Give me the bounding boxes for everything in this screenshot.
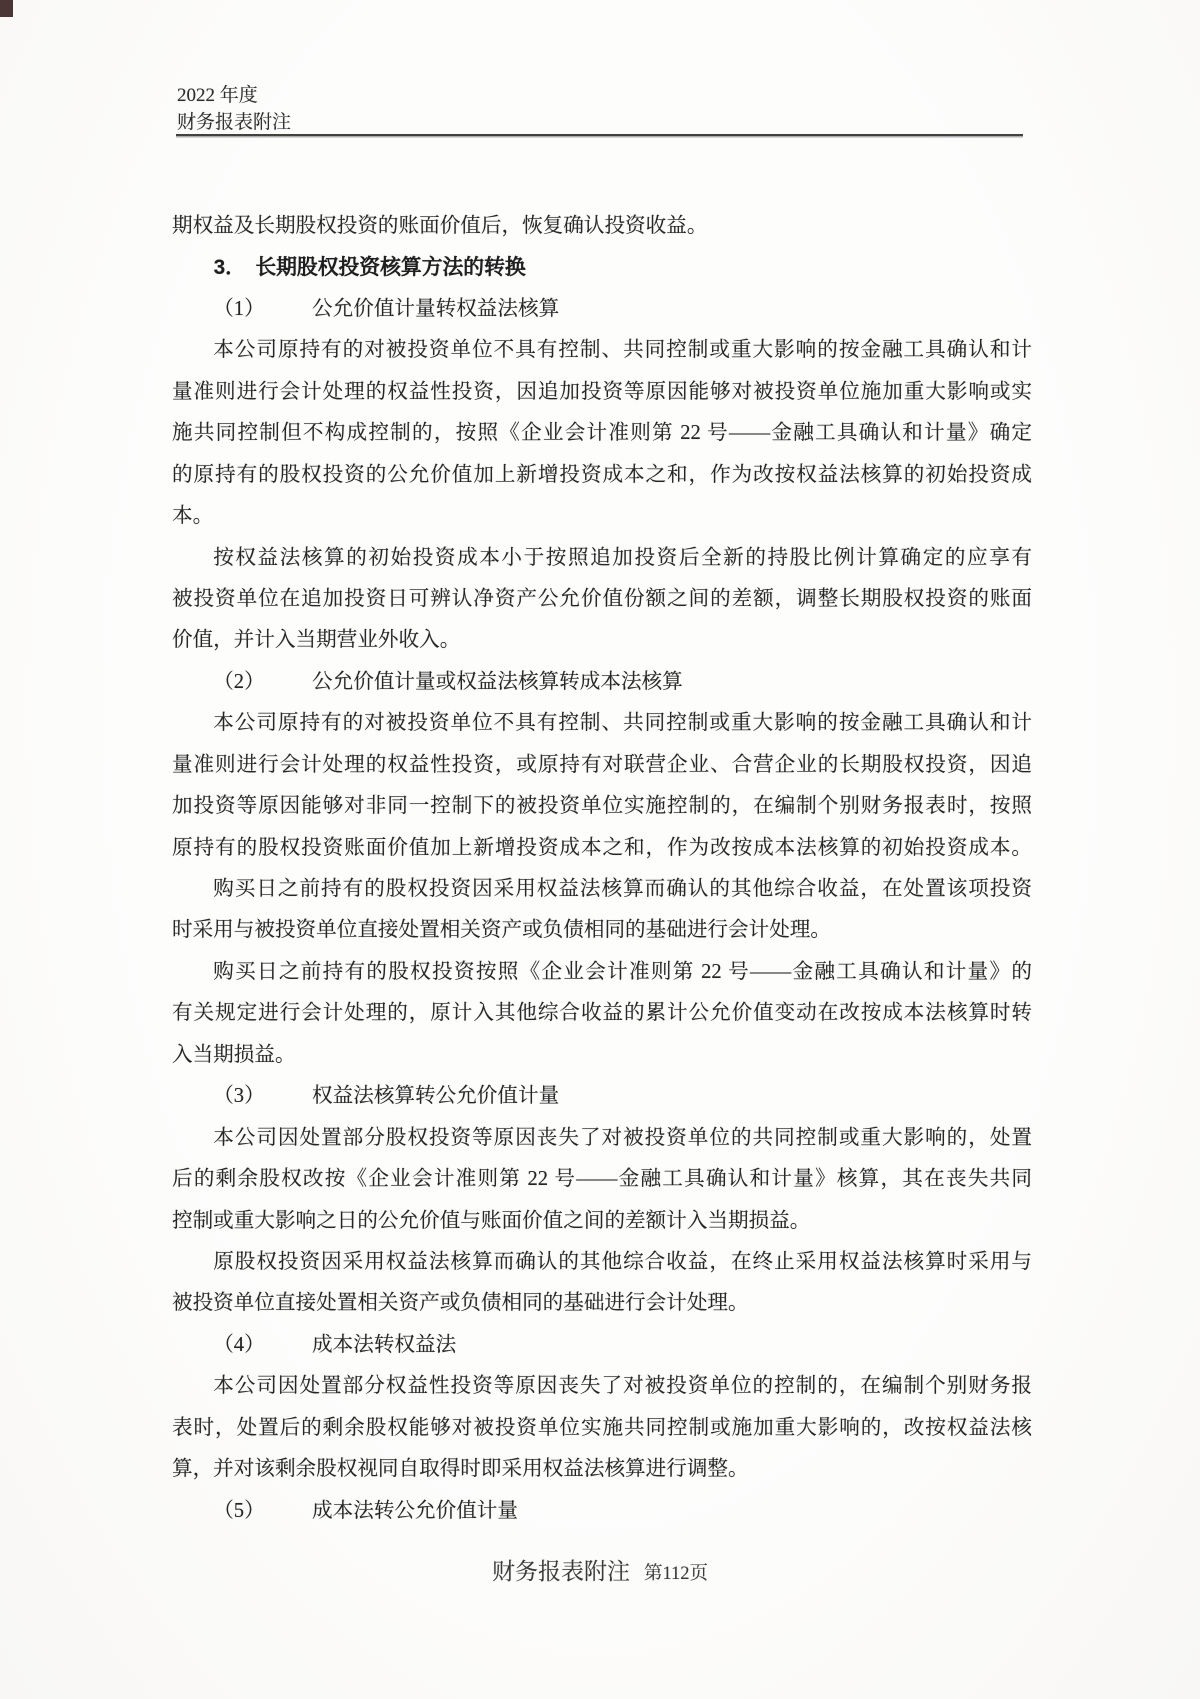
- page-footer: [0, 1552, 1200, 1595]
- text-line: 被投资单位在追加投资日可辨认净资产公允价值份额之间的差额，调整长期股权投资的账面: [172, 587, 1032, 610]
- list-item-label: （3）: [213, 1085, 265, 1108]
- list-item-label: （5）: [213, 1499, 265, 1522]
- header-doc-title: 财务报表附注: [177, 112, 292, 133]
- list-item-title: 公允价值计量转权益法核算: [312, 297, 560, 320]
- text-line: 后的剩余股权改按《企业会计准则第 22 号——金融工具确认和计量》核算，其在丧失共同: [172, 1168, 1032, 1191]
- text-line: 算，并对该剩余股权视同自取得时即采用权益法核算进行调整。: [172, 1458, 749, 1481]
- footer-page-number: 第112页: [643, 1564, 709, 1584]
- text-line: 加投资等原因能够对非同一控制下的被投资单位实施控制的，在编制个别财务报表时，按照: [172, 795, 1032, 818]
- text-line: 原持有的股权投资账面价值加上新增投资成本之和，作为改按成本法核算的初始投资成本。: [172, 836, 1032, 859]
- text-line: 本公司因处置部分股权投资等原因丧失了对被投资单位的共同控制或重大影响的，处置: [213, 1126, 1032, 1149]
- list-item: [172, 1491, 1032, 1532]
- list-item-label: （4）: [213, 1333, 265, 1356]
- header-rule: [176, 134, 1023, 136]
- page-header: [177, 82, 291, 136]
- list-item-title: 成本法转公允价值计量: [312, 1499, 518, 1522]
- text-line: 控制或重大影响之日的公允价值与账面价值之间的差额计入当期损益。: [172, 1209, 811, 1232]
- text-line: 购买日之前持有的股权投资按照《企业会计准则第 22 号——金融工具确认和计量》的: [213, 960, 1032, 983]
- text-line: 价值，并计入当期营业外收入。: [172, 629, 461, 652]
- text-line: 购买日之前持有的股权投资因采用权益法核算而确认的其他综合收益，在处置该项投资: [213, 878, 1032, 900]
- text-line: 时采用与被投资单位直接处置相关资产或负债相同的基础进行会计处理。: [172, 919, 831, 942]
- list-item-title: 成本法转权益法: [312, 1333, 457, 1356]
- section-heading: [172, 247, 1032, 288]
- text-line: 的原持有的股权投资的公允价值加上新增投资成本之和，作为改按权益法核算的初始投资成: [172, 463, 1032, 486]
- list-item-label: （2）: [213, 670, 265, 693]
- text-line: 本公司因处置部分权益性投资等原因丧失了对被投资单位的控制的，在编制个别财务报: [213, 1375, 1032, 1398]
- list-item-title: 权益法核算转公允价值计量: [312, 1085, 560, 1108]
- text-line: 原股权投资因采用权益法核算而确认的其他综合收益，在终止采用权益法核算时采用与: [213, 1250, 1032, 1273]
- list-item-title: 公允价值计量或权益法核算转成本法核算: [312, 670, 683, 693]
- body-text: [172, 206, 1032, 1532]
- text-line: 本。: [172, 505, 214, 528]
- text-line: 量准则进行会计处理的权益性投资，或原持有对联营企业、合营企业的长期股权投资，因追: [172, 753, 1032, 776]
- list-item: [172, 1325, 1032, 1366]
- text-line: 期权益及长期股权投资的账面价值后，恢复确认投资收益。: [172, 215, 708, 237]
- corner-scan-mark: [0, 0, 13, 17]
- list-item: [172, 1076, 1032, 1117]
- footer-title: 财务报表附注: [491, 1559, 630, 1584]
- text-line: 本公司原持有的对被投资单位不具有控制、共同控制或重大影响的按金融工具确认和计: [213, 339, 1032, 362]
- list-item-label: （1）: [213, 297, 265, 320]
- text-line: 量准则进行会计处理的权益性投资，因追加投资等原因能够对被投资单位施加重大影响或实: [172, 380, 1032, 403]
- text-line: 施共同控制但不构成控制的，按照《企业会计准则第 22 号——金融工具确认和计量》确定: [172, 422, 1032, 445]
- text-line: 有关规定进行会计处理的，原计入其他综合收益的累计公允价值变动在改按成本法核算时转: [172, 1002, 1032, 1025]
- section-title: 长期股权投资核算方法的转换: [255, 256, 526, 280]
- list-item: [172, 289, 1032, 330]
- text-line: 按权益法核算的初始投资成本小于按照追加投资后全新的持股比例计算确定的应享有: [213, 546, 1032, 569]
- list-item: [172, 662, 1032, 703]
- section-number: 3．: [213, 256, 246, 280]
- text-line: 入当期损益。: [172, 1043, 296, 1066]
- text-line: 表时，处置后的剩余股权能够对被投资单位实施共同控制或施加重大影响的，改按权益法核: [172, 1416, 1032, 1439]
- header-year: 2022 年度: [177, 85, 258, 106]
- text-line: 被投资单位直接处置相关资产或负债相同的基础进行会计处理。: [172, 1292, 749, 1315]
- text-line: 本公司原持有的对被投资单位不具有控制、共同控制或重大影响的按金融工具确认和计: [213, 712, 1032, 735]
